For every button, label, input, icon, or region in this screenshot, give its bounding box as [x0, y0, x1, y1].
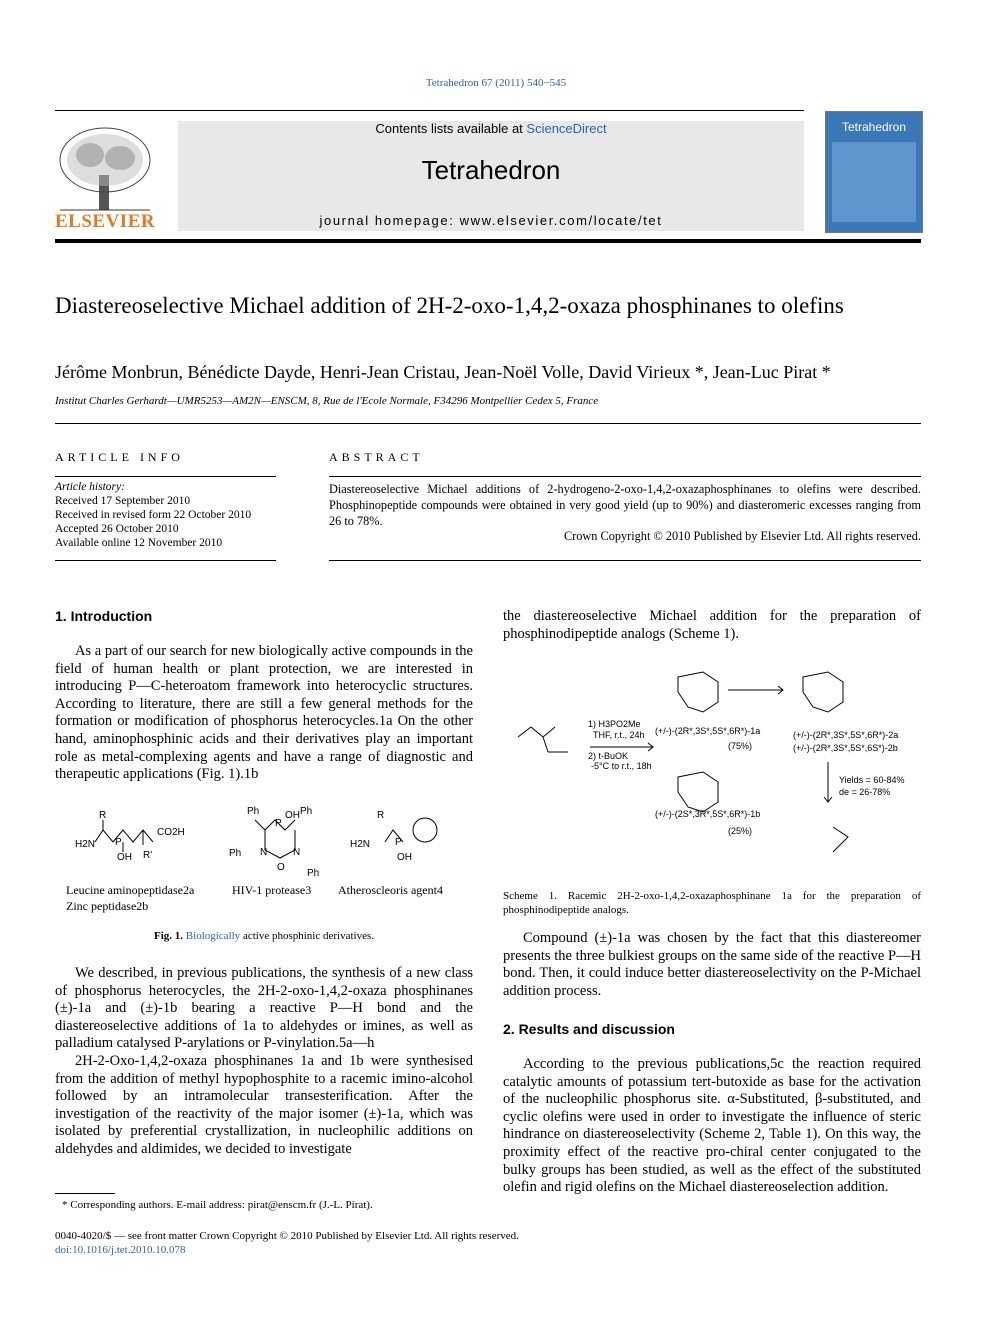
scheme-de: de = 26-78% — [839, 787, 891, 797]
svg-text:P: P — [275, 818, 282, 829]
article-info-heading: ARTICLE INFO — [55, 450, 184, 464]
figure-1-caption: Fig. 1. Biologically active phosphinic derivatives. — [154, 930, 374, 942]
scheme-yields: Yields = 60-84% — [839, 775, 905, 785]
abstract-rule-top — [329, 476, 921, 477]
journal-title: Tetrahedron — [421, 155, 561, 185]
svg-text:OH: OH — [285, 810, 300, 821]
figure-1-structures — [55, 800, 475, 880]
svg-text:O: O — [277, 862, 285, 873]
right-paragraph-2: According to the previous publications,5c the reaction required catalytic amounts of potassium tert-butoxide as base for the activation of the nucleophilic phosphorus site. α-Substituted, β-substituted, and cyclic olefins were used in order to investigate the influence of steric hindrance on diastereoselectivity (Scheme 2, Table 1). On this way, the proximity effect of the reactive pro-chiral center conjugated to the bulky groups has been studied, as well as the effect of the substituted olefin and rigid olefins on the Michael diastereoselection addition. — [503, 1056, 921, 1196]
doi-link[interactable]: doi:10.1016/j.tet.2010.10.078 — [55, 1244, 186, 1256]
svg-text:Ph: Ph — [229, 848, 242, 859]
figure-1-label-zinc: Zinc peptidase2b — [66, 899, 149, 913]
corresponding-author-footnote: * Corresponding authors. E-mail address: pirat@enscm.fr (J.-L. Pirat). — [62, 1199, 373, 1211]
history-revised: Received in revised form 22 October 2010 — [55, 509, 252, 521]
scheme-reagents-1: 1) H3PO2Me — [588, 719, 641, 729]
scheme-product-1a: (+/-)-(2R*,3S*,5S*,6R*)-1a — [655, 726, 761, 736]
journal-homepage[interactable]: journal homepage: www.elsevier.com/locate/tet — [319, 213, 663, 228]
svg-text:N: N — [260, 847, 268, 858]
abstract-text: Diastereoselective Michael additions of 2-hydrogeno-2-oxo-1,4,2-oxazaphosphinanes to olefins were described. Phosphinopeptide compounds were obtained in very good yield (up to 90%) and diasteromeric excesses ranging from 26 to 78%. — [329, 482, 921, 528]
scheme-product-2a: (+/-)-(2R*,3S*,5S*,6R*)-2a — [793, 730, 899, 740]
front-matter: 0040-4020/$ — see front matter Crown Copyright © 2010 Published by Elsevier Ltd. All rights reserved. — [55, 1230, 519, 1242]
scheme-product-2b: (+/-)-(2R*,3S*,5S*,6S*)-2b — [793, 743, 898, 753]
intro-paragraph-3: 2H-2-Oxo-1,4,2-oxaza phosphinanes 1a and 1b were synthesised from the addition of methyl hypophosphite to a racemic imino-alcohol followed by an intramolecular transesterification. After the investigation of the reactivity of the major isomer (±)-1a, which was isolated by preferential crystallization, in nucleophilic additions on aldehydes and aldimides, we decided to investigate — [55, 1053, 473, 1157]
abstract-copyright: Crown Copyright © 2010 Published by Elsevier Ltd. All rights reserved. — [563, 529, 921, 543]
author-list: Jérôme Monbrun, Bénédicte Dayde, Henri-Jean Cristau, Jean-Noël Volle, David Virieux *, Jean-Luc Pirat * — [55, 362, 831, 382]
svg-text:P: P — [395, 837, 402, 848]
history-online: Available online 12 November 2010 — [55, 537, 223, 549]
svg-text:Ph: Ph — [307, 868, 320, 879]
svg-text:OH: OH — [397, 852, 412, 863]
svg-text:Ph: Ph — [300, 806, 313, 817]
scheme-product-1b: (+/-)-(2S*,3R*,5S*,6R*)-1b — [655, 809, 761, 819]
scheme-1-graphic — [503, 652, 921, 884]
svg-text:Ph: Ph — [247, 806, 260, 817]
scheme-1-caption: Scheme 1. Racemic 2H-2-oxo-1,4,2-oxazaphosphinane 1a for the preparation of phosphinodipeptide analogs. — [503, 890, 921, 916]
footnote-rule — [55, 1193, 115, 1194]
right-paragraph-0: the diastereoselective Michael addition for the preparation of phosphinodipeptide analogs (Scheme 1). — [503, 608, 921, 642]
contents-line: Contents lists available at ScienceDirect — [375, 121, 607, 136]
abstract-heading: ABSTRACT — [329, 450, 424, 464]
history-accepted: Accepted 26 October 2010 — [55, 523, 179, 535]
section-heading-introduction: 1. Introduction — [55, 608, 153, 624]
svg-text:P: P — [115, 837, 122, 848]
elsevier-wordmark: ELSEVIER — [55, 211, 156, 232]
info-rule-bottom — [55, 560, 276, 561]
sciencedirect-link[interactable]: ScienceDirect — [526, 121, 607, 136]
svg-text:H2N: H2N — [75, 839, 96, 850]
cover-title: Tetrahedron — [841, 120, 907, 134]
journal-citation[interactable]: Tetrahedron 67 (2011) 540−545 — [425, 77, 567, 89]
svg-text:H2N: H2N — [350, 839, 371, 850]
journal-banner — [178, 121, 804, 231]
svg-text:R': R' — [143, 850, 153, 861]
history-received: Received 17 September 2010 — [55, 495, 191, 507]
right-paragraph-1: Compound (±)-1a was chosen by the fact that this diastereomer presents the three bulkiest groups on the same side of the reactive P—H bond. Then, it could induce better diastereoselectivity on the P-Michael addition process. — [503, 930, 921, 999]
svg-text:R: R — [377, 810, 385, 821]
figure-1-caption-link[interactable]: Biologically — [185, 930, 241, 942]
svg-text:R: R — [99, 810, 107, 821]
figure-1-label-hiv: HIV-1 protease3 — [232, 883, 312, 897]
svg-text:OH: OH — [117, 852, 132, 863]
affiliation: Institut Charles Gerhardt—UMR5253—AM2N—ENSCM, 8, Rue de l'Ecole Normale, F34296 Montpellier Cedex 5, France — [55, 395, 599, 407]
figure-1-label-leucine: Leucine aminopeptidase2a — [66, 883, 195, 897]
abstract-rule-bottom — [329, 560, 921, 561]
info-rule-top — [55, 476, 276, 477]
article-history: Article history: Received 17 September 2010 Received in revised form 22 October 2010 Accepted 26 October 2010 Available online 12 November 2010 — [55, 480, 276, 550]
svg-text:CO2H: CO2H — [157, 827, 185, 838]
section-heading-results: 2. Results and discussion — [503, 1021, 675, 1037]
intro-paragraph-1: As a part of our search for new biologically active compounds in the field of human health or plant protection, we are interested in introducing P—C-heteroatom framework into heterocyclic structures. According to literature, there are still a few general methods for the formation or modification of phosphorus heterocycles.1a On the other hand, aminophosphinic acids and their derivatives play an important role as metal-complexing agents and have a range of diagnostic and therapeutic applications (Fig. 1).1b — [55, 643, 473, 783]
scheme-reagents-1b: THF, r.t., 24h — [593, 730, 645, 740]
figure-1-label-athero: Atheroscleoris agent4 — [338, 883, 443, 897]
article-title: Diastereoselective Michael addition of 2H-2-oxo-1,4,2-oxaza phosphinanes to olefins — [55, 293, 844, 318]
scheme-reagents-2: 2) t-BuOK — [588, 751, 629, 761]
header-rule — [55, 110, 804, 111]
header-thick-rule — [55, 239, 921, 243]
scheme-yield-1a: (75%) — [728, 741, 753, 751]
scheme-yield-1b: (25%) — [728, 826, 753, 836]
elsevier-tree-logo — [55, 120, 155, 215]
journal-cover — [825, 111, 923, 233]
svg-text:N: N — [293, 847, 301, 858]
intro-paragraph-2: We described, in previous publications, the synthesis of a new class of phosphorus heterocycles, the 2H-2-oxo-1,4,2-oxaza phosphinanes (±)-1a and (±)-1b bearing a reactive P—H bond and the diastereoselective additions of 1a to aldehydes or imines, as well as palladium catalysed P-arylations or P-vinylation.5a—h — [55, 965, 473, 1052]
title-rule — [55, 423, 921, 424]
scheme-reagents-2b: -5°C to r.t., 18h — [591, 761, 652, 771]
